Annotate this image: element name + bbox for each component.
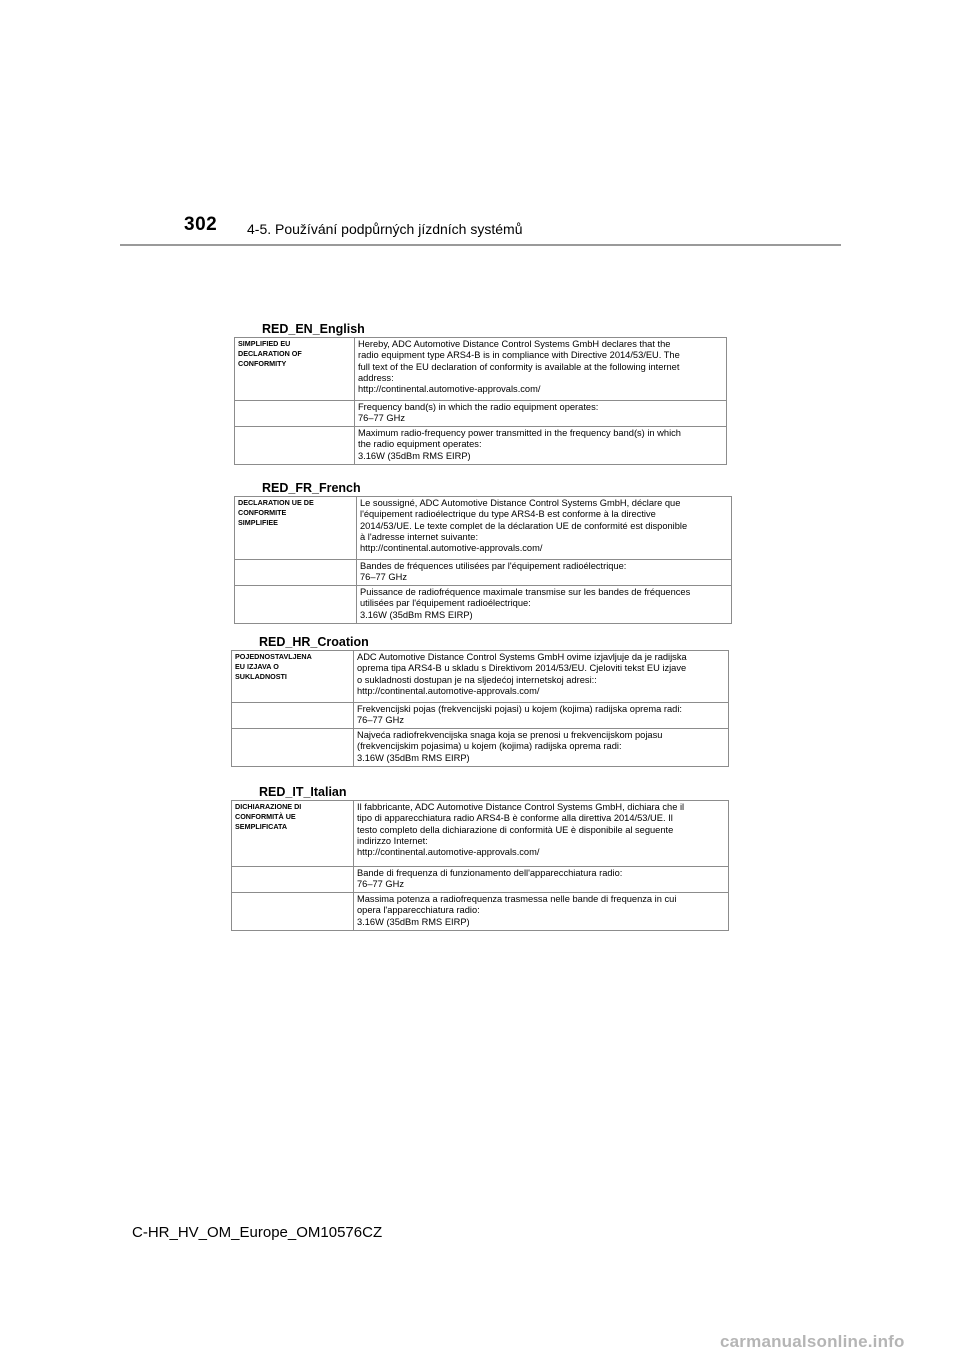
declaration-table xyxy=(231,800,729,931)
text-line: 3.16W (35dBm RMS EIRP) xyxy=(357,752,470,763)
label-line: CONFORMITÀ UE xyxy=(235,812,296,821)
text-line: à l'adresse internet suivante: xyxy=(360,531,479,542)
label-cell xyxy=(232,651,354,703)
text-line: http://continental.automotive-approvals.com/ xyxy=(357,685,540,696)
label-cell xyxy=(235,338,355,401)
declaration-block-it xyxy=(231,784,729,931)
table-row xyxy=(232,801,729,867)
text-line: Massima potenza a radiofrequenza trasmessa nelle bande di frequenza in cui xyxy=(357,894,677,904)
text-line: utilisées par l'équipement radioélectrique: xyxy=(360,598,531,609)
label-line: SIMPLIFIEE xyxy=(238,518,278,527)
label-cell xyxy=(232,893,354,931)
text-line: 3.16W (35dBm RMS EIRP) xyxy=(358,450,471,461)
text-line: tipo di apparecchiatura radio ARS4-B è conforme alla direttiva 2014/53/UE. Il xyxy=(357,813,673,824)
text-cell xyxy=(354,651,729,703)
table-row xyxy=(232,651,729,703)
text-cell xyxy=(357,560,732,586)
label-cell xyxy=(235,586,357,624)
label-cell xyxy=(235,560,357,586)
text-line: radio equipment type ARS4-B is in compliance with Directive 2014/53/EU. The xyxy=(358,350,680,361)
text-line: Il fabbricante, ADC Automotive Distance Control Systems GmbH, dichiara che il xyxy=(357,802,685,812)
text-cell xyxy=(354,729,729,767)
label-cell xyxy=(232,729,354,767)
table-row xyxy=(235,560,732,586)
text-cell xyxy=(355,401,727,427)
label-cell xyxy=(235,427,355,465)
text-line: full text of the EU declaration of conformity is available at the following internet xyxy=(358,361,680,372)
text-cell xyxy=(354,867,729,893)
table-row xyxy=(232,867,729,893)
text-line: http://continental.automotive-approvals.com/ xyxy=(357,847,540,858)
watermark: carmanualsonline.info xyxy=(720,1332,905,1351)
text-line: Hereby, ADC Automotive Distance Control Systems GmbH declares that the xyxy=(358,339,671,349)
footer-doc-code: C-HR_HV_OM_Europe_OM10576CZ xyxy=(132,1224,383,1241)
text-line: l'équipement radioélectrique du type ARS4-B est conforme à la directive xyxy=(360,509,656,520)
text-line: o sukladnosti dostupan je na sljedećoj internetskoj adresi:: xyxy=(357,674,597,685)
table-row xyxy=(235,497,732,560)
block-heading: RED_FR_French xyxy=(262,481,361,495)
text-cell xyxy=(354,893,729,931)
label-line: CONFORMITY xyxy=(238,359,287,368)
text-line: Frekvencijski pojas (frekvencijski pojasi) u kojem (kojima) radijska oprema radi: xyxy=(357,704,682,714)
label-line: DECLARATION UE DE xyxy=(238,498,314,507)
label-line: SUKLADNOSTI xyxy=(235,672,287,681)
table-row xyxy=(235,338,727,401)
declaration-block-en xyxy=(234,321,727,465)
text-line: indirizzo Internet: xyxy=(357,835,428,846)
label-line: EU IZJAVA O xyxy=(235,662,279,671)
label-cell xyxy=(232,801,354,867)
text-line: (frekvencijskim pojasima) u kojem (kojima) radijska oprema radi: xyxy=(357,741,622,752)
text-line: http://continental.automotive-approvals.com/ xyxy=(358,384,541,395)
text-line: 76–77 GHz xyxy=(360,572,408,583)
text-line: ADC Automotive Distance Control Systems GmbH ovime izjavljuje da je radijska xyxy=(357,652,687,662)
label-line: CONFORMITE xyxy=(238,508,287,517)
text-line: 2014/53/UE. Le texte complet de la déclaration UE de conformité est disponible xyxy=(360,520,688,531)
text-line: testo completo della dichiarazione di conformità UE è disponibile al seguente xyxy=(357,824,674,835)
declaration-table xyxy=(234,496,732,624)
text-cell xyxy=(355,427,727,465)
text-line: oprema tipa ARS4-B u skladu s Direktivom 2014/53/EU. Cjeloviti tekst EU izjave xyxy=(357,663,687,674)
text-line: http://continental.automotive-approvals.com/ xyxy=(360,543,543,554)
text-line: Frequency band(s) in which the radio equipment operates: xyxy=(358,402,599,412)
label-line: SEMPLIFICATA xyxy=(235,822,288,831)
text-line: Bandes de fréquences utilisées par l'équipement radioélectrique: xyxy=(360,561,627,571)
declaration-block-hr xyxy=(231,634,729,767)
text-line: 3.16W (35dBm RMS EIRP) xyxy=(357,916,470,927)
label-line: SIMPLIFIED EU xyxy=(238,339,291,348)
text-line: 3.16W (35dBm RMS EIRP) xyxy=(360,609,473,620)
table-row xyxy=(232,729,729,767)
text-line: the radio equipment operates: xyxy=(358,439,482,450)
declaration-block-fr xyxy=(234,480,732,624)
text-cell xyxy=(357,497,732,560)
page-number: 302 xyxy=(184,214,218,235)
label-cell xyxy=(232,703,354,729)
block-heading: RED_EN_English xyxy=(262,322,365,336)
text-line: Le soussigné, ADC Automotive Distance Control Systems GmbH, déclare que xyxy=(360,498,681,508)
label-line: POJEDNOSTAVLJENA xyxy=(235,652,312,661)
text-line: Bande di frequenza di funzionamento dell'apparecchiatura radio: xyxy=(357,868,623,878)
text-cell xyxy=(354,801,729,867)
table-row xyxy=(235,401,727,427)
text-cell xyxy=(357,586,732,624)
text-line: 76–77 GHz xyxy=(357,715,405,726)
text-line: Maximum radio-frequency power transmitted in the frequency band(s) in which xyxy=(358,428,681,438)
label-line: DECLARATION OF xyxy=(238,349,302,358)
text-line: Puissance de radiofréquence maximale transmise sur les bandes de fréquences xyxy=(360,587,691,597)
text-line: 76–77 GHz xyxy=(357,879,405,890)
declaration-table xyxy=(234,337,727,465)
text-cell xyxy=(355,338,727,401)
label-cell xyxy=(235,401,355,427)
declaration-table xyxy=(231,650,729,767)
label-line: DICHIARAZIONE DI xyxy=(235,802,302,811)
text-line: 76–77 GHz xyxy=(358,413,406,424)
text-line: Najveća radiofrekvencijska snaga koja se prenosi u frekvencijskom pojasu xyxy=(357,730,663,740)
table-row xyxy=(235,586,732,624)
table-row xyxy=(235,427,727,465)
table-row xyxy=(232,893,729,931)
label-cell xyxy=(235,497,357,560)
section-title: 4-5. Používání podpůrných jízdních systémů xyxy=(247,221,523,237)
text-line: opera l'apparecchiatura radio: xyxy=(357,905,480,916)
text-line: address: xyxy=(358,372,394,383)
table-row xyxy=(232,703,729,729)
block-heading: RED_IT_Italian xyxy=(259,785,347,799)
text-cell xyxy=(354,703,729,729)
block-heading: RED_HR_Croation xyxy=(259,635,369,649)
label-cell xyxy=(232,867,354,893)
header-rule xyxy=(120,244,841,246)
